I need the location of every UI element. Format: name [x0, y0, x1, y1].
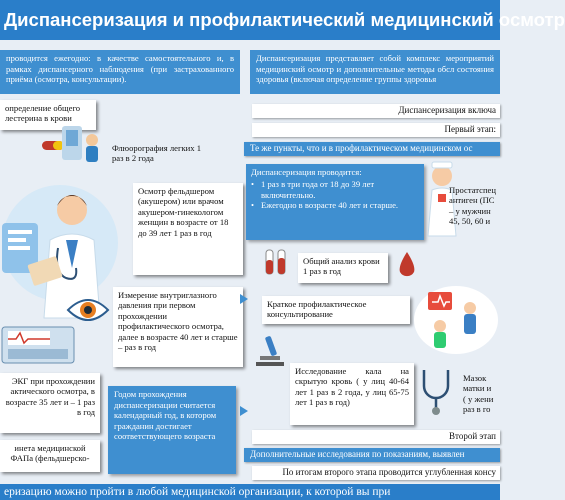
smear-card: Мазок матки и ( у жени раз в го	[463, 373, 494, 415]
intro-right-box: Диспансеризация представляет собой комплекс мероприятий медицинский осмотр и дополнительные методы обсл состояния здоровья (включая определение группы здоровья	[250, 50, 500, 94]
cholesterol-card: определение общего лестерина в крови	[0, 100, 96, 130]
band-second-stage: Второй этап	[252, 430, 500, 444]
eye-pressure-card: Измерение внутриглазного давления при первом прохождении профилактического осмотра, далее в возрасте 40 лет и старше – раз в год	[113, 287, 243, 367]
band-same-items: Те же пункты, что и в профилактическом медицинском ос	[244, 142, 500, 156]
footer-bar: еризацию можно пройти в любой медицинской организации, к которой вы при	[0, 484, 500, 500]
conducted-item: • 1 раз в три года от 18 до 39 лет включительно.	[251, 179, 419, 200]
band-results: По итогам второго этапа проводится углубленная консу	[252, 466, 500, 480]
fluorography-card: Флюорография легких 1 раз в 2 года	[112, 143, 202, 164]
arrow-icon	[240, 294, 248, 304]
calendar-year-box: Годом прохождения диспансеризации считается календарный год, в котором гражданин достигает соответствующего возраста	[108, 386, 236, 474]
consult-card: Краткое профилактическое консультирование	[262, 296, 410, 324]
ekg-device-icon	[0, 323, 76, 367]
band-first-stage: Первый этап:	[252, 123, 500, 137]
occult-blood-card: Исследование кала на скрытую кровь ( у лиц 40-64 лет 1 раз в 2 года, у лиц 65-75 лет 1 раз в год)	[290, 363, 414, 425]
conducted-title: Диспансеризация проводится:	[251, 167, 362, 177]
feldsher-exam-card: Осмотр фельдшером (акушером) или врачом акушером-гинекологом женщин в возрасте от 18 до 39 лет 1 раз в год	[133, 183, 243, 275]
arrow-icon	[240, 406, 248, 416]
intro-left-box: проводится ежегодно: в качестве самостоятельного и, в рамках диспансерного наблюдения (при застрахованного приёма (осмотра, консультации).	[0, 50, 240, 94]
stethoscope-icon	[418, 366, 456, 416]
microscope-icon	[250, 330, 290, 368]
page-title: Диспансеризация и профилактический медицинский осмотр	[0, 0, 500, 40]
blood-tube-icon	[262, 248, 292, 276]
blood-drop-icon	[396, 250, 418, 280]
blood-test-card: Общий анализ крови 1 раз в год	[298, 253, 388, 283]
band-includes: Диспансеризация включа	[252, 104, 500, 118]
conducted-card	[246, 164, 424, 240]
psa-card: Простатспец антиген (ПС – у мужчин 45, 50, 60 и	[449, 185, 496, 227]
conducted-item: • Ежегодно в возрасте 40 лет и старше.	[251, 200, 419, 210]
ekg-card: ЭКГ при прохождении актического осмотра, в возрасте 35 лет и – 1 раз в год	[0, 373, 100, 433]
xray-machine-icon	[58, 122, 104, 166]
bottom-left-card: инета медицинской ФАПа (фельдшерско-	[0, 440, 100, 472]
band-additional: Дополнительные исследования по показаниям, выявлен	[244, 448, 500, 462]
consultation-illustration	[412, 282, 500, 354]
doctor-illustration	[0, 168, 130, 323]
conducted-list	[251, 179, 419, 210]
